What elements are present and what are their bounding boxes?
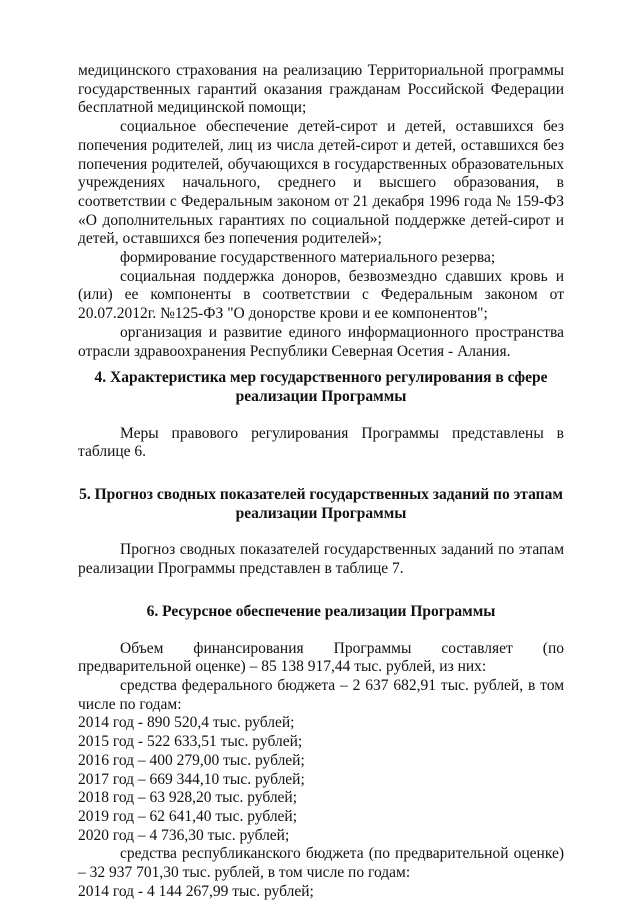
paragraph-info-space: организация и развитие единого информационного пространства отрасли здравоохранения Республики Северная Осетия - Алания. [78, 323, 564, 360]
list-item: 2014 год - 4 144 267,99 тыс. рублей; [78, 882, 314, 900]
section-4-heading [78, 369, 564, 406]
section-5-heading [78, 486, 564, 523]
list-item: 2018 год – 63 928,20 тыс. рублей; [78, 789, 298, 807]
section-5-heading-line1: 5. Прогноз сводных показателей государственных заданий по этапам [79, 486, 563, 504]
list-item: 2016 год – 400 279,00 тыс. рублей; [78, 751, 305, 769]
paragraph-orphans: социальное обеспечение детей-сирот и детей, оставшихся без попечения родителей, лиц из числа детей-сирот и детей, оставшихся без попечения родителей, обучающихся в государственных образовательных учреждениях начального, среднего и высшего образования, в соответствии с Федеральным законом от 21 декабря 1996 года № 159-ФЗ «О дополнительных гарантиях по социальной поддержке детей-сирот и детей, оставшихся без попечения родителей»; [78, 118, 564, 248]
section-6-total: Объем финансирования Программы составляет (по предварительной оценке) – 85 138 917,44 тыс. рублей, из них: [78, 639, 564, 676]
section-5-heading-line2: реализации Программы [235, 504, 407, 522]
list-item: 2017 год – 669 344,10 тыс. рублей; [78, 770, 305, 788]
list-item: 2015 год - 522 633,51 тыс. рублей; [78, 733, 303, 751]
document-body [78, 62, 564, 901]
section-4-text: Меры правового регулирования Программы представлены в таблице 6. [78, 424, 564, 461]
list-item: 2014 год - 890 520,4 тыс. рублей; [78, 714, 295, 732]
section-5-text: Прогноз сводных показателей государственных заданий по этапам реализации Программы представлен в таблице 7. [78, 541, 564, 578]
section-6-heading: 6. Ресурсное обеспечение реализации Программы [146, 602, 496, 620]
list-item: 2020 год – 4 736,30 тыс. рублей; [78, 826, 290, 844]
section-4-heading-line1: 4. Характеристика мер государственного регулирования в сфере [94, 369, 548, 387]
section-6-federal-intro: средства федерального бюджета – 2 637 682,91 тыс. рублей, в том числе по годам: [78, 676, 564, 713]
paragraph-reserve: формирование государственного материального резерва; [120, 249, 496, 267]
section-6-republic-intro: средства республиканского бюджета (по предварительной оценке) – 32 937 701,30 тыс. рублей, в том числе по годам: [78, 845, 564, 882]
list-item: 2019 год – 62 641,40 тыс. рублей; [78, 807, 298, 825]
federal-years-list [78, 714, 564, 845]
paragraph-donors: социальная поддержка доноров, безвозмездно сдавших кровь и (или) ее компоненты в соответствии с Федеральным законом от 20.07.2012г. №125-ФЗ "О донорстве крови и ее компонентов"; [78, 267, 564, 323]
paragraph-insurance: медицинского страхования на реализацию Территориальной программы государственных гарантий оказания гражданам Российской Федерации бесплатной медицинской помощи; [78, 62, 564, 117]
republic-years-list [78, 883, 564, 902]
section-4-heading-line2: реализации Программы [235, 387, 407, 405]
